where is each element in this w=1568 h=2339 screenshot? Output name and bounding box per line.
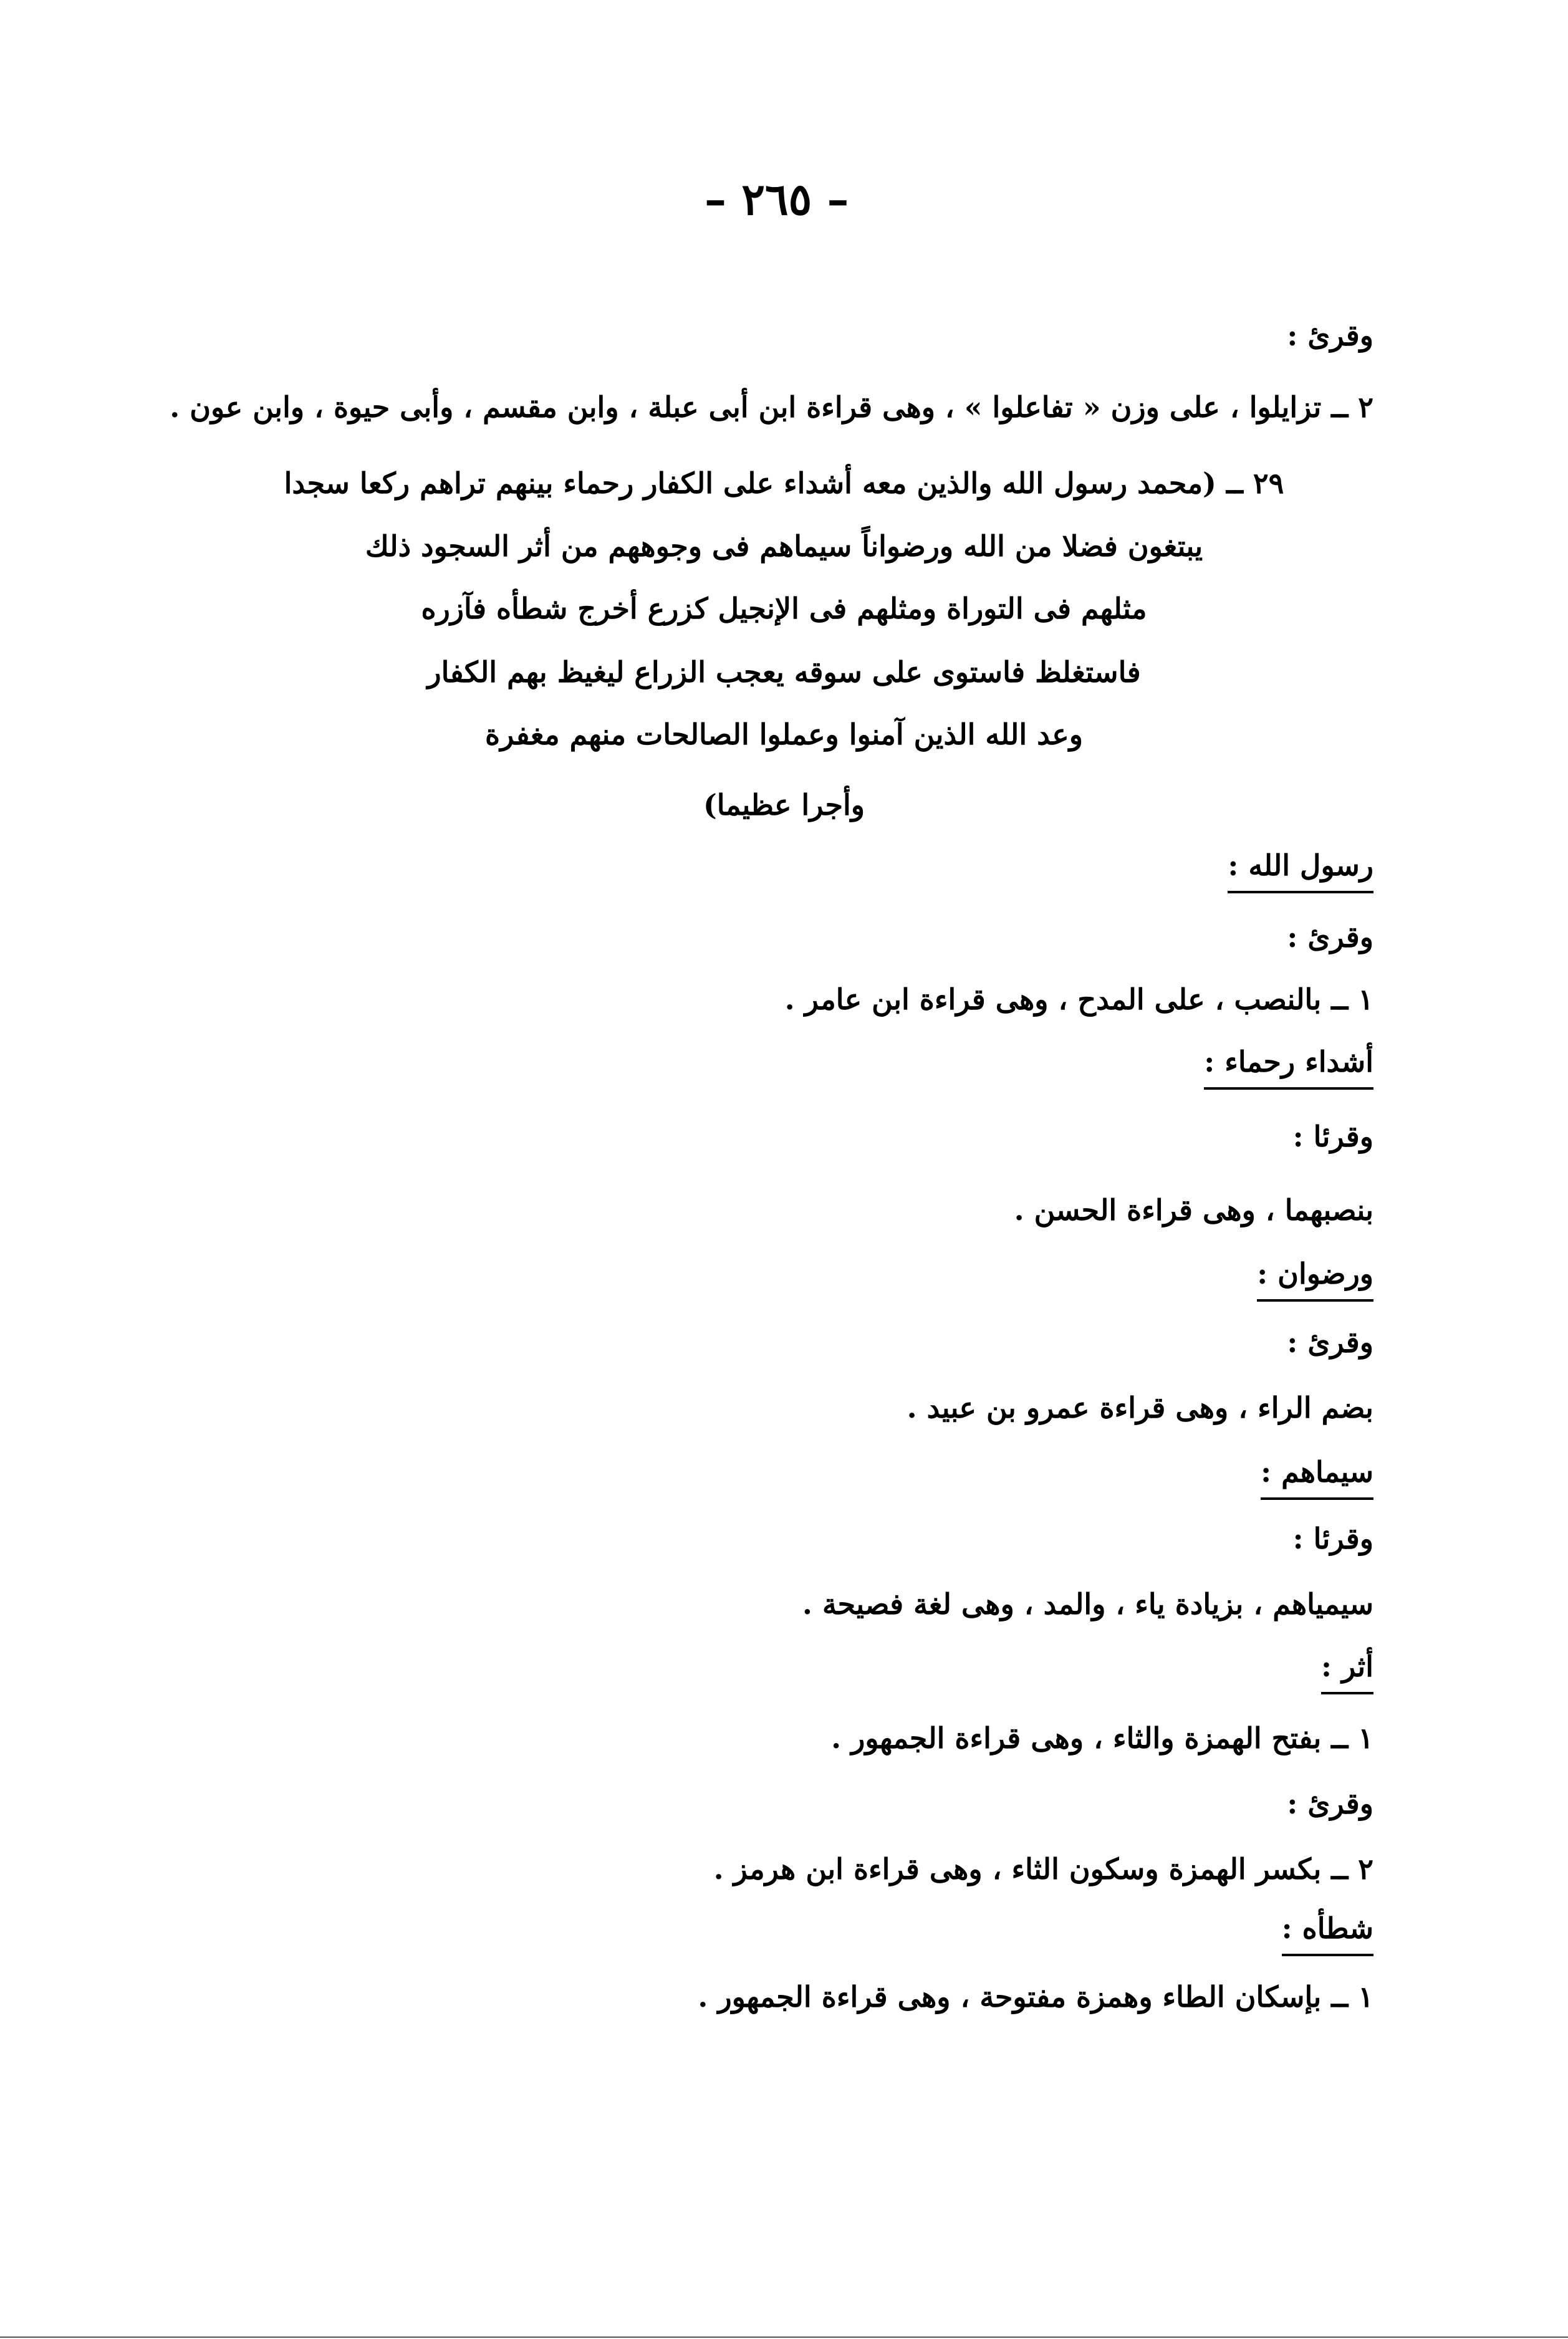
text-line: وقرئ : bbox=[1287, 1787, 1373, 1820]
text-line: وقرئا : bbox=[1292, 1120, 1373, 1153]
text-line: ١ ــ بفتح الهمزة والثاء ، وهى قراءة الجمهور . bbox=[831, 1721, 1373, 1755]
text-line: وقرئ : bbox=[1287, 319, 1373, 352]
verse-line: يبتغون فضلا من الله ورضواناً سيماهم فى وجوههم من أثر السجود ذلك bbox=[365, 529, 1203, 563]
text-line: وقرئ : bbox=[1287, 1325, 1373, 1359]
verse-line: وأجرا عظيما) bbox=[703, 788, 865, 822]
text-line: بضم الراء ، وهى قراءة عمرو بن عبيد . bbox=[907, 1391, 1373, 1424]
section-heading: رسول الله : bbox=[1228, 851, 1373, 893]
section-heading: أشداء رحماء : bbox=[1204, 1047, 1373, 1090]
text-line: سيمياهم ، بزيادة ياء ، والمد ، وهى لغة فصيحة . bbox=[802, 1587, 1373, 1621]
verse-line: ٢٩ ــ (محمد رسول الله والذين معه أشداء على الكفار رحماء بينهم تراهم ركعا سجدا bbox=[284, 466, 1284, 500]
page-number: – ٢٦٥ – bbox=[705, 173, 849, 225]
verse-line: فاستغلظ فاستوى على سوقه يعجب الزراع ليغيظ بهم الكفار bbox=[427, 655, 1141, 689]
section-heading: أثر : bbox=[1321, 1652, 1373, 1694]
verse-line: وعد الله الذين آمنوا وعملوا الصالحات منهم مغفرة bbox=[485, 718, 1083, 751]
section-heading: ورضوان : bbox=[1257, 1259, 1373, 1302]
verse-line: مثلهم فى التوراة ومثلهم فى الإنجيل كزرع أخرج شطأه فآزره bbox=[421, 592, 1147, 625]
text-line: ١ ــ بإسكان الطاء وهمزة مفتوحة ، وهى قراءة الجمهور . bbox=[698, 1980, 1373, 2014]
text-line: وقرئ : bbox=[1287, 920, 1373, 954]
text-line: بنصبهما ، وهى قراءة الحسن . bbox=[1014, 1193, 1373, 1227]
text-line: وقرئا : bbox=[1292, 1522, 1373, 1555]
text-line: ٢ ــ بكسر الهمزة وسكون الثاء ، وهى قراءة ابن هرمز . bbox=[713, 1852, 1373, 1886]
text-line: ١ ــ بالنصب ، على المدح ، وهى قراءة ابن عامر . bbox=[784, 982, 1373, 1016]
text-line: ٢ ــ تزايلوا ، على وزن « تفاعلوا » ، وهى قراءة ابن أبى عبلة ، وابن مقسم ، وأبى حيوة ، وابن عون . bbox=[170, 390, 1373, 424]
bottom-edge-rule bbox=[0, 2337, 1568, 2338]
section-heading: شطأه : bbox=[1282, 1914, 1373, 1956]
section-heading: سيماهم : bbox=[1261, 1458, 1373, 1500]
